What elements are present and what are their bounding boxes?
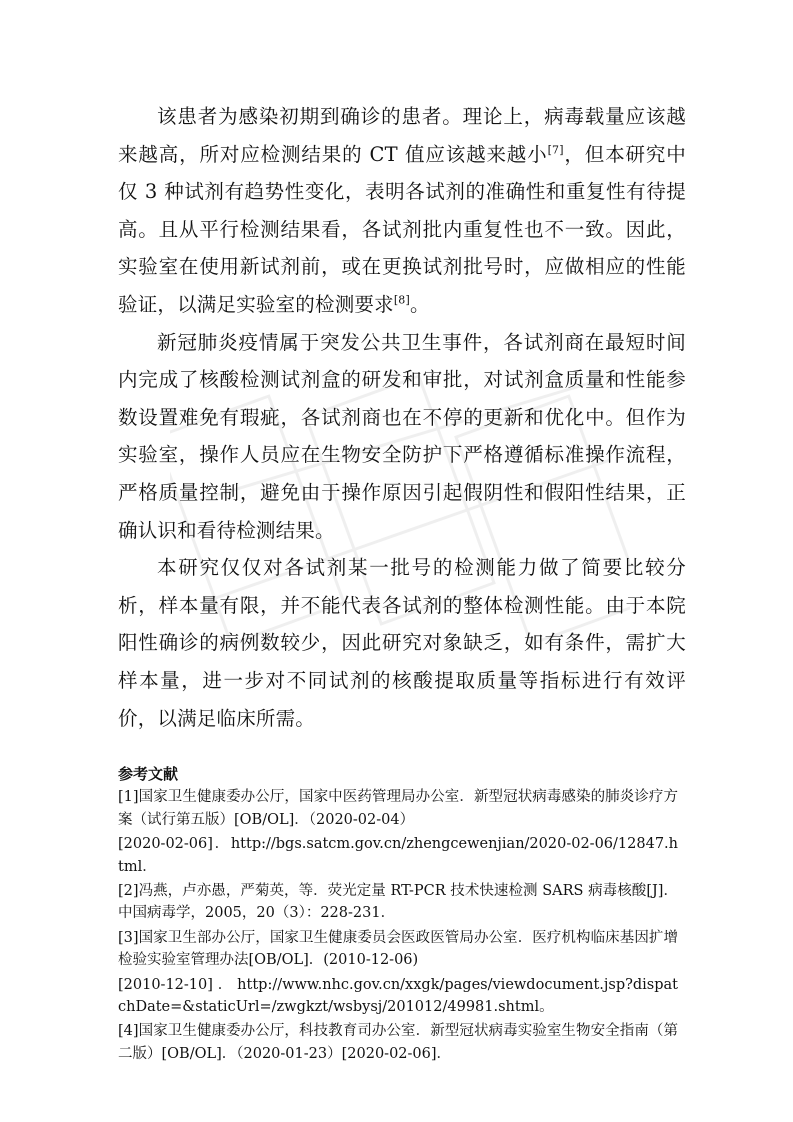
citation-7[interactable]: [7] bbox=[547, 143, 564, 157]
reference-item: [2020-02-06]．http://bgs.satcm.gov.cn/zhengcewenjian/2020-02-06/12847.html． bbox=[118, 836, 678, 875]
reference-item: [2]冯燕，卢亦愚，严菊英，等．荧光定量 RT-PCR 技术快速检测 SARS 病毒核酸[J]．中国病毒学，2005，20（3）：228-231． bbox=[118, 883, 678, 922]
body-text bbox=[118, 98, 686, 737]
reference-item: [2010-12-10] ． http://www.nhc.gov.cn/xxgk/pages/viewdocument.jsp?dispatchDate=&staticUrl=/zwgkzt/wsbysj/201012/49981.shtml。 bbox=[118, 976, 678, 1016]
paragraph-1: 该患者为感染初期到确诊的患者。理论上，病毒载量应该越来越高，所对应检测结果的 CT 值应该越来越小[7]，但本研究中仅 3 种试剂有趋势性变化，表明各试剂的准确性和重复性有待提高。且从平行检测结果看，各试剂批内重复性也不一致。因此，实验室在使用新试剂前，或在更换试剂批号时，应做相应的性能验证，以满足实验室的检测要求[8]。 bbox=[118, 105, 686, 316]
citation-8[interactable]: [8] bbox=[393, 293, 410, 307]
reference-item: [3]国家卫生部办公厅，国家卫生健康委员会医政医管局办公室．医疗机构临床基因扩增检验实验室管理办法[OB/OL]．(2010-12-06) bbox=[118, 929, 678, 969]
reference-item: [4]国家卫生健康委办公厅，科技教育司办公室．新型冠状病毒实验室生物安全指南（第二版）[OB/OL]．（2020-01-23）[2020-02-06]． bbox=[118, 1023, 678, 1062]
references-title: 参考文献 bbox=[118, 765, 179, 783]
reference-item: [1]国家卫生健康委办公厅，国家中医药管理局办公室．新型冠状病毒感染的肺炎诊疗方案（试行第五版）[OB/OL]．（2020-02-04） bbox=[118, 789, 678, 828]
paragraph-3: 本研究仅仅对各试剂某一批号的检测能力做了简要比较分析，样本量有限，并不能代表各试剂的整体检测性能。由于本院阳性确诊的病例数较少，因此研究对象缺乏，如有条件，需扩大样本量，进一步对不同试剂的核酸提取质量等指标进行有效评价，以满足临床所需。 bbox=[118, 556, 686, 730]
references-section bbox=[118, 763, 678, 1067]
paragraph-2: 新冠肺炎疫情属于突发公共卫生事件，各试剂商在最短时间内完成了核酸检测试剂盒的研发和审批，对试剂盒质量和性能参数设置难免有瑕疵，各试剂商也在不停的更新和优化中。但作为实验室，操作人员应在生物安全防护下严格遵循标准操作流程，严格质量控制，避免由于操作原因引起假阴性和假阳性结果，正确认识和看待检测结果。 bbox=[118, 330, 686, 542]
